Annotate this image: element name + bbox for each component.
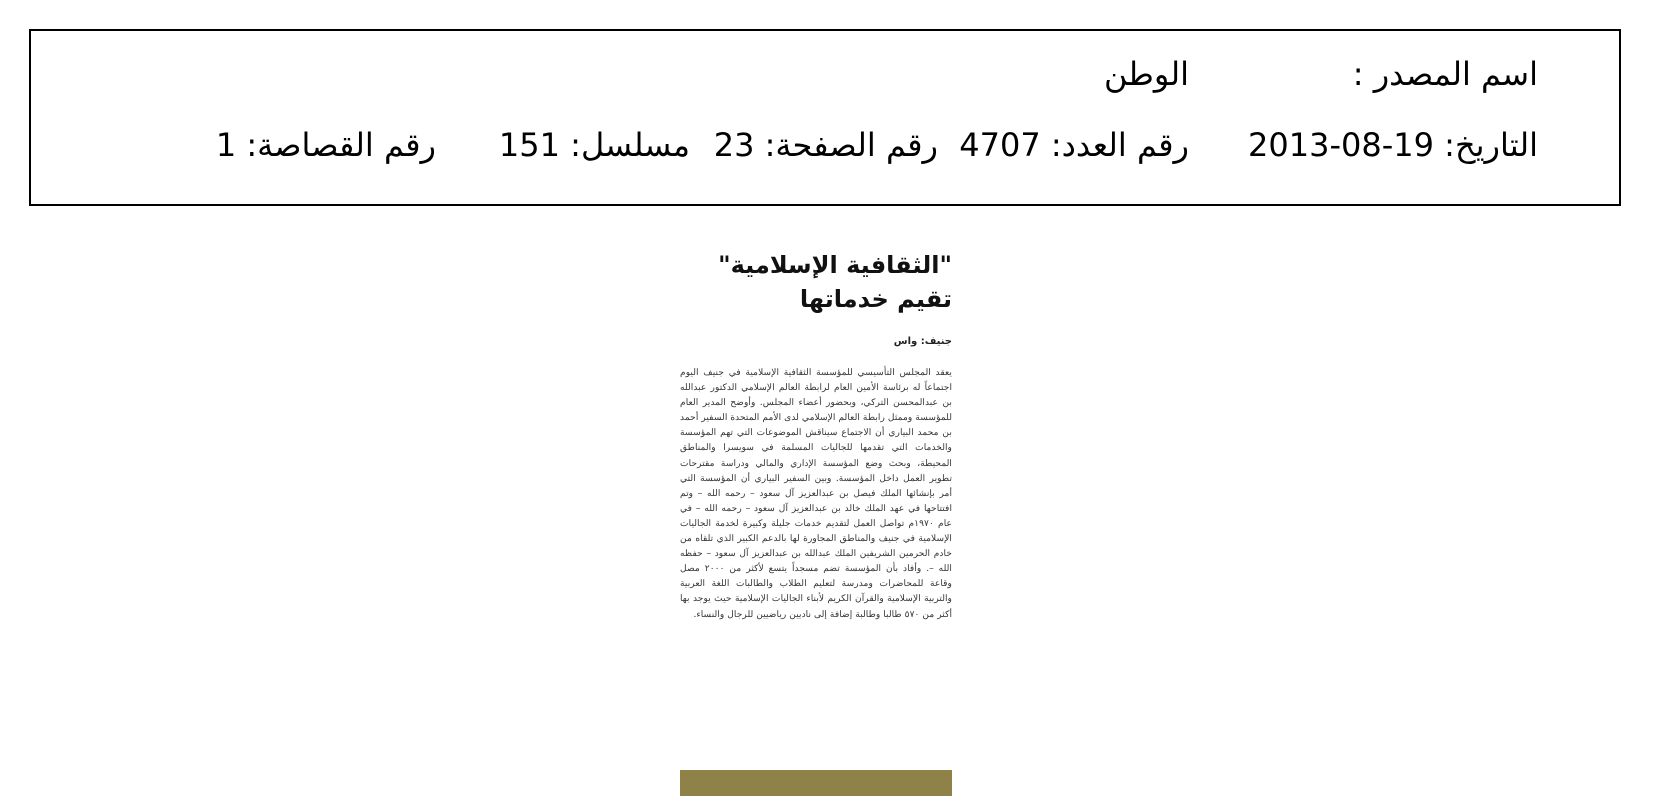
source-label: اسم المصدر : [1352,55,1538,93]
headline-line-1: "الثقافية الإسلامية" [718,251,952,279]
serial-field: مسلسل: 151 [498,126,690,164]
article-body: يعقد المجلس التأسيسي للمؤسسة الثقافية الإسلامية في جنيف اليوم اجتماعاً له برئاسة الأمين العام لرابطة العالم الإسلامي الدكتور عبدالله بن عبدالمحسن التركي، وبحضور أعضاء المجلس. وأوضح المدير العام للمؤسسة وممثل رابطة العالم الإسلامي لدى الأمم المتحدة السفير أحمد بن محمد البياري أن الاجتماع سيناقش الموضوعات التي تهم المؤسسة والخدمات التي تقدمها للجاليات المسلمة في سويسرا والمناطق المحيطة، وبحث وضع المؤسسة الإداري والمالي ودراسة مقترحات تطوير العمل داخل المؤسسة. وبين السفير البياري أن المؤسسة التي أمر بإنشائها الملك فيصل بن عبدالعزيز آل سعود – رحمه الله – وتم افتتاحها في عهد الملك خالد بن عبدالعزيز آل سعود – رحمه الله – في عام ١٩٧٠م تواصل العمل لتقديم خدمات جليلة وكبيرة لخدمة الجاليات الإسلامية في جنيف والمناطق المجاورة لها بالدعم الكبير الذي تلقاه من خادم الحرمين الشريفين الملك عبدالله بن عبدالعزيز آل سعود – حفظه الله –. وأفاد بأن المؤسسة تضم مسجداً يتسع لأكثر من ٢٠٠٠ مصل وقاعة للمحاضرات ومدرسة لتعليم الطلاب والطالبات اللغة العربية والتربية الإسلامية والقرآن الكريم لأبناء الجاليات الإسلامية حيث يوجد بها أكثر من ٥٧٠ طالبا وطالبة إضافة إلى ناديين رياضيين للرجال والنساء. [680,367,953,620]
news-clipping [680,248,952,622]
headline-line-2: تقيم خدماتها [799,285,952,313]
clipping-number-field: رقم القصاصة: 1 [215,126,436,164]
issue-number-field: رقم العدد: 4707 [959,126,1189,164]
decorative-bar [680,770,952,796]
source-value: الوطن [1104,55,1189,93]
byline: جنيف: واس [893,336,952,347]
page-number-field: رقم الصفحة: 23 [713,126,938,164]
clipping-header [29,29,1621,206]
date-field: التاريخ: 19-08-2013 [1248,126,1538,164]
